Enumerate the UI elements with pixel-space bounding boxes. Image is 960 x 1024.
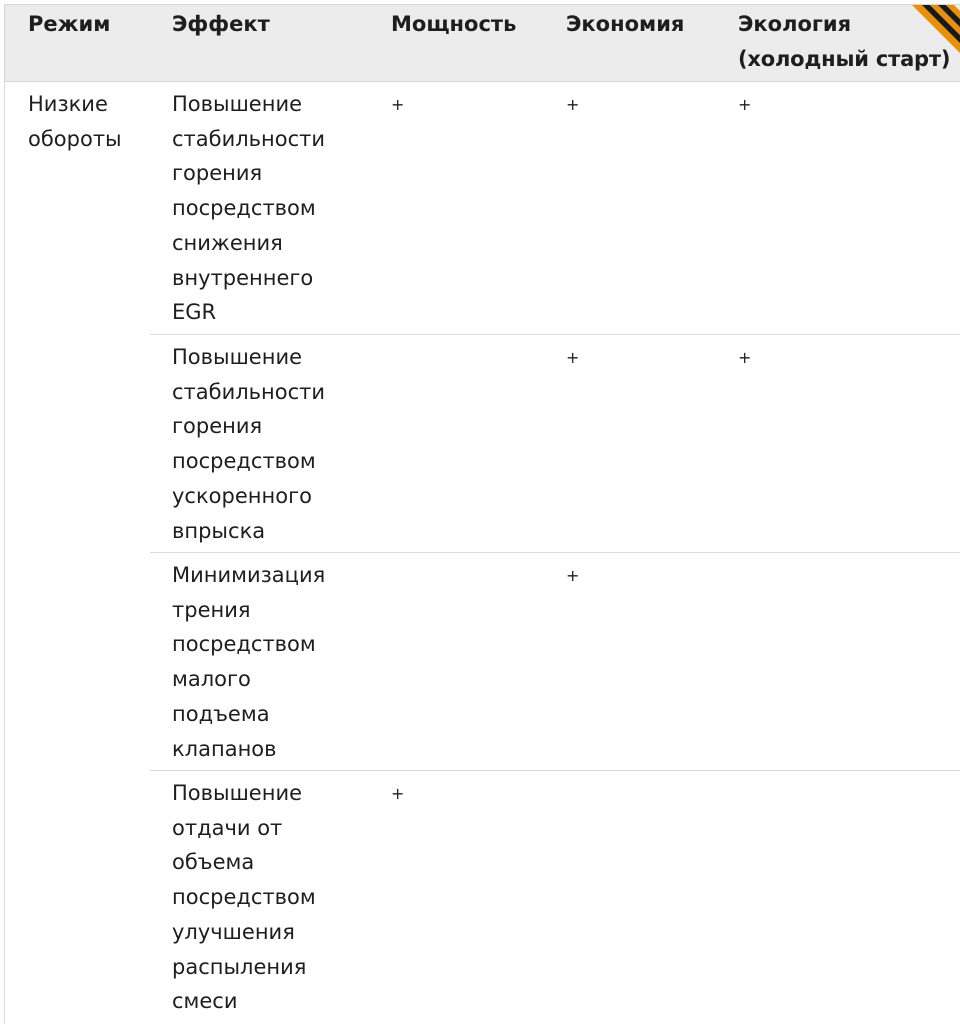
table-frame [4,4,960,1024]
power-cell: + [391,784,405,803]
row-divider [150,552,960,553]
mode-cell: Низкие обороты [28,92,122,151]
effect-cell: Повышение стабильности горения посредством ускоренного впрыска [172,345,326,543]
ecology-cell: + [738,348,752,367]
economy-cell: + [566,566,580,585]
row-divider [150,334,960,335]
header-effect: Эффект [172,12,270,36]
power-cell: + [391,95,405,114]
economy-cell: + [566,95,580,114]
effect-cell: Минимизация трения посредством малого подъема клапанов [172,563,326,761]
ecology-cell: + [738,95,752,114]
economy-cell: + [566,348,580,367]
effect-cell: Повышение отдачи от объема посредством улучшения распыления смеси [172,781,316,1014]
header-economy: Экономия [566,12,685,36]
header-ecology-line1: Экология [738,12,852,36]
header-mode: Режим [28,12,111,36]
header-power: Мощность [391,12,517,36]
header-ecology-line2: (холодный старт) [738,47,951,71]
effect-cell: Повышение стабильности горения посредством снижения внутреннего EGR [172,92,326,325]
row-divider [150,770,960,771]
